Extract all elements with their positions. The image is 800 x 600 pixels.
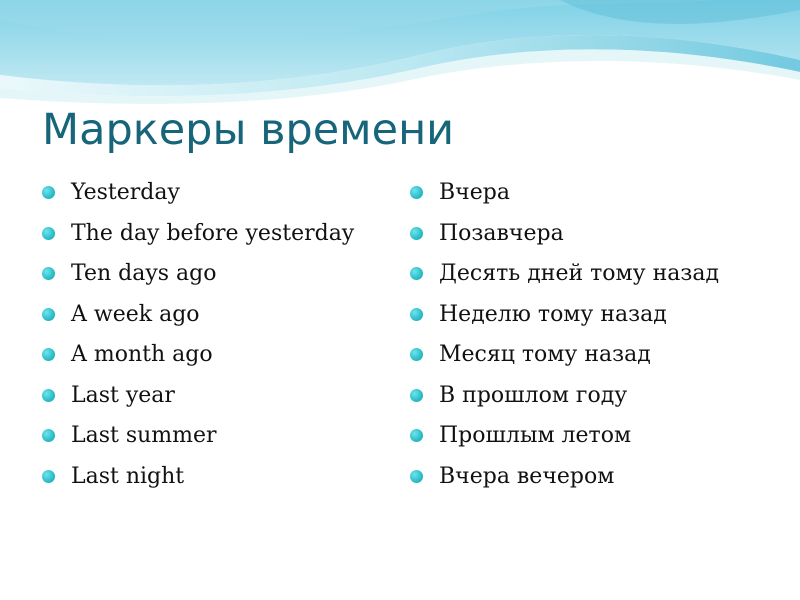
list-item [40, 457, 390, 498]
list-item [408, 295, 778, 336]
circle-bullet-icon [42, 429, 55, 442]
russian-marker: Месяц тому назад [439, 342, 651, 367]
russian-marker: Прошлым летом [439, 423, 632, 448]
circle-bullet-icon [42, 186, 55, 199]
list-item [40, 416, 390, 457]
russian-marker: Вчера вечером [439, 463, 615, 489]
circle-bullet-icon [42, 227, 55, 240]
russian-marker: Десять дней тому назад [439, 261, 720, 286]
circle-bullet-icon [42, 389, 55, 402]
list-item [40, 335, 390, 376]
list-item [408, 416, 778, 457]
slide-title: Маркеры времени [42, 105, 455, 155]
circle-bullet-icon [410, 227, 423, 240]
english-marker: Last night [71, 463, 185, 489]
circle-bullet-icon [410, 470, 423, 483]
list-item [408, 254, 778, 295]
circle-bullet-icon [410, 186, 423, 199]
russian-markers-list [408, 173, 778, 497]
circle-bullet-icon [42, 348, 55, 361]
english-marker: A week ago [71, 301, 200, 327]
circle-bullet-icon [410, 348, 423, 361]
circle-bullet-icon [42, 308, 55, 321]
circle-bullet-icon [42, 470, 55, 483]
list-item [40, 295, 390, 336]
english-marker: Last summer [71, 423, 217, 448]
circle-bullet-icon [410, 429, 423, 442]
english-markers-list [40, 173, 390, 497]
russian-marker: Вчера [439, 180, 510, 205]
circle-bullet-icon [410, 308, 423, 321]
list-item [408, 335, 778, 376]
english-marker: A month ago [71, 342, 213, 367]
list-item [408, 173, 778, 214]
russian-marker: В прошлом году [439, 382, 628, 408]
english-marker: Yesterday [71, 180, 180, 205]
circle-bullet-icon [42, 267, 55, 280]
list-item [40, 173, 390, 214]
russian-marker: Неделю тому назад [439, 301, 667, 327]
circle-bullet-icon [410, 267, 423, 280]
list-item [408, 214, 778, 255]
russian-marker: Позавчера [439, 220, 564, 246]
list-item [408, 376, 778, 417]
list-item [408, 457, 778, 498]
decorative-wave-header [0, 0, 800, 110]
english-marker: Ten days ago [71, 261, 217, 286]
list-item [40, 254, 390, 295]
list-item [40, 214, 390, 255]
english-marker: The day before yesterday [71, 220, 355, 246]
circle-bullet-icon [410, 389, 423, 402]
english-marker: Last year [71, 382, 175, 408]
list-item [40, 376, 390, 417]
